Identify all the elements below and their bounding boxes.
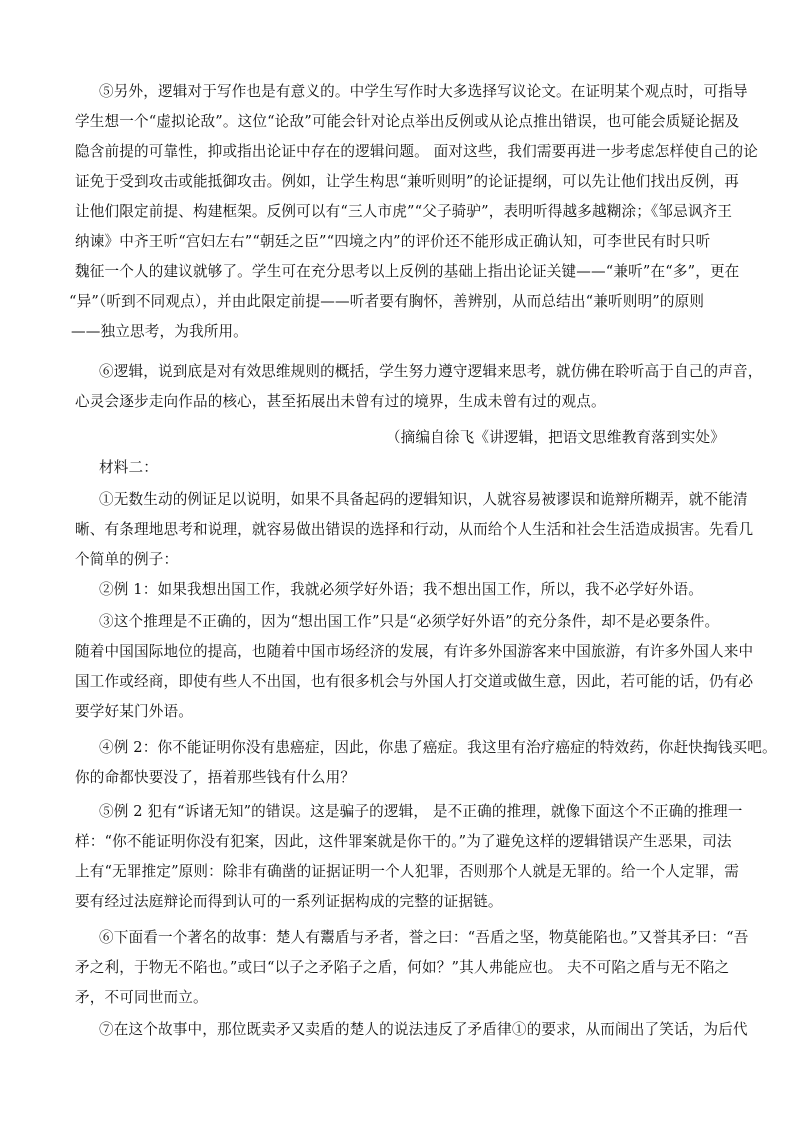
text-line: ⑤另外，逻辑对于写作也是有意义的。中学生写作时大多选择写议论文。在证明某个观点时，可指导	[99, 83, 748, 100]
text-line: 你的命都快要没了，捂着那些钱有什么用？	[75, 769, 356, 786]
source-citation: （摘编自徐飞《讲逻辑，把语文思维教育落到实处》	[385, 429, 725, 446]
text-line: ①无数生动的例证足以说明，如果不具备起码的逻辑知识，人就容易被谬误和诡辩所糊弄，就不能清	[99, 491, 748, 508]
text-line: 要有经过法庭辩论而得到认可的一系列证据构成的完整的证据链。	[75, 893, 503, 910]
text-line: ④例 2：你不能证明你没有患癌症，因此，你患了癌症。我这里有治疗癌症的特效药，你赶快掏钱买吧。	[99, 739, 777, 756]
text-line: ⑥逻辑，说到底是对有效思维规则的概括，学生努力遵守逻辑来思考，就仿佛在聆听高于自己的声音，	[99, 363, 763, 380]
text-line: ——独立思考，为我所用。	[71, 323, 248, 340]
text-line: 让他们限定前提、构建框架。反例可以有“三人市虎”“父子骑驴”，表明听得越多越糊涂；《邹忌讽齐王	[75, 203, 733, 220]
text-line: 晰、有条理地思考和说理，就容易做出错误的选择和行动，从而给个人生活和社会生活造成损害。先看几	[75, 521, 754, 538]
section-label: 材料二：	[99, 459, 158, 476]
text-line: 矛，不可同世而立。	[75, 989, 208, 1006]
text-line: 上有“无罪推定”原则：除非有确凿的证据证明一个人犯罪，否则那个人就是无罪的。给一个人定罪，需	[75, 863, 739, 880]
text-line: 国工作或经商，即使有些人不出国，也有很多机会与外国人打交道或做生意，因此，若可能的话，仍有必	[75, 673, 754, 690]
text-line: 学生想一个“虚拟论敌”。这位“论敌”可能会针对论点举出反例或从论点推出错误，也可能会质疑论据及	[75, 113, 740, 130]
text-line: ②例 1：如果我想出国工作，我就必须学好外语；我不想出国工作，所以，我不必学好外语。	[99, 581, 703, 598]
text-line: ⑤例 2 犯有“诉诸无知”的错误。这是骗子的逻辑， 是不正确的推理，就像下面这个不正确的推理一	[99, 803, 743, 820]
text-line: 隐含前提的可靠性，抑或指出论证中存在的逻辑问题。 面对这些，我们需要再进一步考虑怎样使自己的论	[75, 143, 759, 160]
text-line: 魏征一个人的建议就够了。学生可在充分思考以上反例的基础上指出论证关键——“兼听”在“多”，更在	[75, 263, 740, 280]
text-line: 样：“你不能证明你没有犯案，因此，这件罪案就是你干的。”为了避免这样的逻辑错误产生恶果，司法	[75, 833, 732, 850]
text-line: 个简单的例子：	[75, 551, 179, 568]
text-line: 随着中国国际地位的提高，也随着中国市场经济的发展，有许多外国游客来中国旅游，有许多外国人来中	[75, 643, 754, 660]
text-line: 要学好某门外语。	[75, 703, 193, 720]
text-line: 纳谏》中齐王听“宫妇左右”“朝廷之臣”“四境之内”的评价还不能形成正确认知，可李世民有时只听	[75, 233, 711, 250]
text-line: 证免于受到攻击或能抵御攻击。例如，让学生构思“兼听则明”的论证提纲，可以先让他们找出反例，再	[75, 173, 739, 190]
text-line: ⑦在这个故事中，那位既卖矛又卖盾的楚人的说法违反了矛盾律①的要求，从而闹出了笑话，为后代	[99, 1021, 748, 1038]
text-line: “异”（听到不同观点），并由此限定前提——听者要有胸怀，善辨别，从而总结出“兼听则明”的原则	[69, 293, 705, 310]
text-line: 矛之利，于物无不陷也。”或曰“以子之矛陷子之盾，何如？”其人弗能应也。 夫不可陷之盾与无不陷之	[75, 959, 730, 976]
text-line: ⑥下面看一个著名的故事：楚人有鬻盾与矛者，誉之曰：“吾盾之坚，物莫能陷也。”又誉其矛曰：“吾	[99, 929, 749, 946]
text-line: 心灵会逐步走向作品的核心，甚至拓展出未曾有过的境界，生成未曾有过的观点。	[75, 393, 606, 410]
text-line: ③这个推理是不正确的，因为“想出国工作”只是“必须学好外语”的充分条件，却不是必要条件。	[99, 613, 720, 630]
